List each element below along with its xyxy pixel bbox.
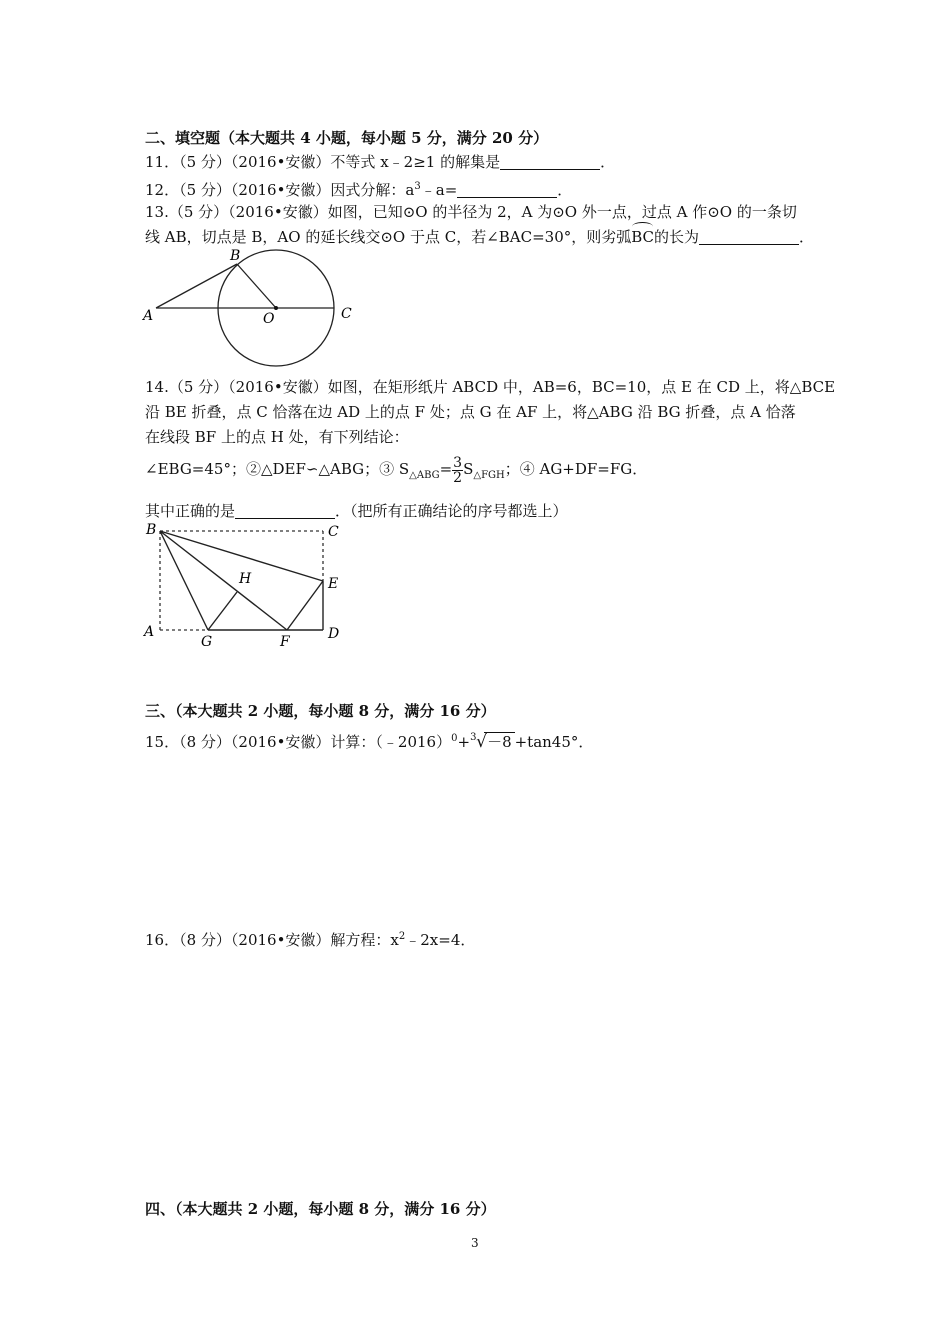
section-2-title: 二、填空题（本大题共 4 小题，每小题 5 分，满分 20 分）: [145, 129, 549, 147]
question-14-ask-suffix: ．（把所有正确结论的序号都选上）: [335, 502, 568, 520]
question-13-suffix: ．: [799, 228, 815, 246]
radical-sign-icon: √: [476, 732, 487, 752]
question-15-text: 15．（8 分）（2016•安徽）计算：（﹣2016）: [145, 733, 452, 751]
conclusions-text-a: ∠EBG=45°；②△DEF∽△ABG；③ S: [145, 460, 410, 478]
question-15-exponent: 0: [451, 733, 458, 744]
page-number: 3: [471, 1236, 479, 1250]
question-14-figure: [140, 518, 360, 653]
point-label-d: D: [328, 626, 340, 642]
question-11: [145, 151, 615, 173]
fraction-numerator: 3: [453, 454, 463, 471]
question-16-text: 16．（8 分）（2016•安徽）解方程：x: [145, 931, 399, 949]
question-13-text-b: 的长为: [654, 228, 700, 246]
section-3-title: 三、（本大题共 2 小题，每小题 8 分，满分 16 分）: [145, 702, 496, 720]
question-12: [145, 176, 572, 201]
question-11-text: 11．（5 分）（2016•安徽）不等式 x﹣2≥1 的解集是: [145, 153, 501, 171]
question-13-answer-blank[interactable]: [699, 229, 799, 245]
question-14-answer-blank[interactable]: [235, 503, 335, 519]
point-label-a: A: [143, 308, 154, 324]
point-label-h: H: [239, 571, 252, 587]
question-12-suffix: ．: [557, 181, 573, 199]
fraction-three-halves: [452, 456, 463, 485]
question-13-line-1: 13.（5 分）（2016•安徽）如图，已知⊙O 的半径为 2，A 为⊙O 外一点，过点 A 作⊙O 的一条切: [145, 203, 797, 221]
cube-root: [470, 731, 515, 753]
tangent-ab: [156, 264, 237, 308]
question-14-line-2: 沿 BE 折叠，点 C 恰落在边 AD 上的点 F 处；点 G 在 AF 上，将△ABG 沿 BG 折叠，点 A 恰落: [145, 403, 796, 421]
segment-bg: [160, 531, 208, 630]
conclusions-text-b: ；④ AG+DF=FG．: [504, 460, 648, 478]
point-label-c: C: [328, 524, 339, 540]
question-16-suffix: ﹣2x=4．: [405, 931, 476, 949]
point-label-b: B: [146, 522, 157, 538]
section-4-title: 四、（本大题共 2 小题，每小题 8 分，满分 16 分）: [145, 1200, 496, 1218]
radius-ob: [237, 264, 276, 308]
question-13-figure: [140, 245, 370, 370]
center-point-o: [274, 306, 278, 310]
segment-gh: [208, 592, 237, 630]
area-s: S: [463, 460, 474, 478]
point-label-f: F: [280, 634, 290, 650]
question-13-text: 线 AB，切点是 B，AO 的延长线交⊙O 于点 C，若∠BAC=30°，则劣弧: [145, 228, 632, 246]
arc-bc-label: BC: [631, 228, 655, 246]
point-label-o: O: [263, 311, 275, 327]
question-14-conclusions: [145, 453, 647, 492]
point-label-e: E: [328, 576, 339, 592]
segment-fe: [287, 581, 323, 630]
subscript-abg: △ABG: [409, 470, 440, 481]
plus-sign: +: [457, 733, 471, 751]
question-16-exponent: 2: [398, 931, 406, 942]
question-16: [145, 926, 475, 951]
question-15-suffix: +tan45°．: [514, 733, 594, 751]
question-14-line-1: 14.（5 分）（2016•安徽）如图，在矩形纸片 ABCD 中，AB=6，BC=10，点 E 在 CD 上，将△BCE: [145, 378, 836, 396]
question-14-ask-text: 其中正确的是: [145, 502, 236, 520]
fraction-denominator: 2: [453, 469, 463, 486]
question-15: [145, 728, 593, 753]
question-11-suffix: ．: [600, 153, 616, 171]
root-index: 3: [470, 732, 477, 743]
question-12-exponent: 3: [414, 181, 421, 192]
point-label-b: B: [230, 248, 241, 264]
point-label-a: A: [144, 624, 155, 640]
subscript-fgh: △FGH: [473, 470, 505, 481]
point-label-c: C: [341, 306, 352, 322]
question-11-answer-blank[interactable]: [500, 154, 600, 170]
radicand: －8: [484, 732, 515, 751]
question-12-mid: ﹣a=: [420, 181, 458, 199]
question-12-text: 12．（5 分）（2016•安徽）因式分解：a: [145, 181, 415, 199]
question-14-line-3: 在线段 BF 上的点 H 处，有下列结论：: [145, 428, 409, 446]
point-label-g: G: [201, 634, 213, 650]
equals-sign: =: [439, 460, 453, 478]
question-12-answer-blank[interactable]: [457, 182, 557, 198]
segment-bf: [160, 531, 287, 630]
